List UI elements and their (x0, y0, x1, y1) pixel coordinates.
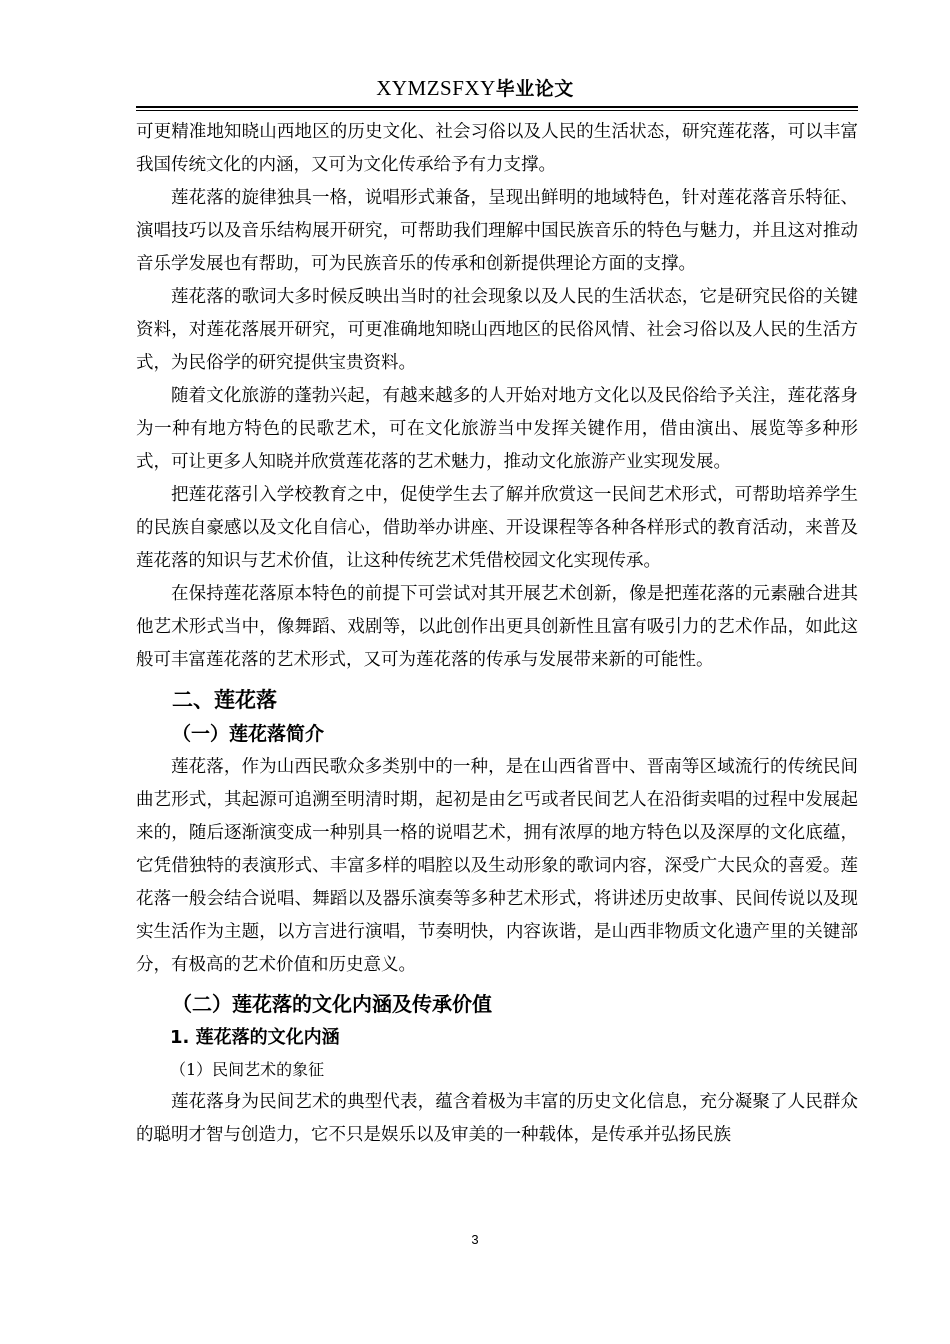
document-body (136, 116, 858, 1152)
document-header (0, 74, 950, 101)
item-heading: 1. 莲花落的文化内涵 (170, 1027, 340, 1048)
subsection-heading: （一）莲花落简介 (172, 723, 325, 745)
paragraph: 莲花落身为民间艺术的典型代表，蕴含着极为丰富的历史文化信息，充分凝聚了人民群众的聪明才智与创造力，它不只是娱乐以及审美的一种载体，是传承并弘扬民族 (136, 1092, 858, 1145)
paragraph: 莲花落，作为山西民歌众多类别中的一种，是在山西省晋中、晋南等区域流行的传统民间曲艺形式，其起源可追溯至明清时期，起初是由乞丐或者民间艺人在沿街卖唱的过程中发展起来的，随后逐渐演变成一种别具一格的说唱艺术，拥有浓厚的地方特色以及深厚的文化底蕴，它凭借独特的表演形式、丰富多样的唱腔以及生动形象的歌词内容，深受广大民众的喜爱。莲花落一般会结合说唱、舞蹈以及器乐演奏等多种艺术形式，将讲述历史故事、民间传说以及现实生活作为主题，以方言进行演唱，节奏明快，内容诙谐，是山西非物质文化遗产里的关键部分，有极高的艺术价值和历史意义。 (136, 757, 858, 975)
paragraph: 莲花落的旋律独具一格，说唱形式兼备，呈现出鲜明的地域特色，针对莲花落音乐特征、演唱技巧以及音乐结构展开研究，可帮助我们理解中国民族音乐的特色与魅力，并且这对推动音乐学发展也有帮助，可为民族音乐的传承和创新提供理论方面的支撑。 (136, 188, 858, 274)
header-rule-thin (136, 110, 858, 111)
subitem-heading: （1）民间艺术的象征 (170, 1060, 325, 1079)
page-number: 3 (471, 1232, 479, 1247)
paragraph: 莲花落的歌词大多时候反映出当时的社会现象以及人民的生活状态，它是研究民俗的关键资料，对莲花落展开研究，可更准确地知晓山西地区的民俗风情、社会习俗以及人民的生活方式，为民俗学的研究提供宝贵资料。 (136, 287, 858, 373)
header-code: XYMZSFXY (376, 76, 496, 100)
paragraph: 随着文化旅游的蓬勃兴起，有越来越多的人开始对地方文化以及民俗给予关注，莲花落身为一种有地方特色的民歌艺术，可在文化旅游当中发挥关键作用，借由演出、展览等多种形式，可让更多人知晓并欣赏莲花落的艺术魅力，推动文化旅游产业实现发展。 (136, 386, 858, 472)
paragraph: 在保持莲花落原本特色的前提下可尝试对其开展艺术创新，像是把莲花落的元素融合进其他艺术形式当中，像舞蹈、戏剧等，以此创作出更具创新性且富有吸引力的艺术作品，如此这般可丰富莲花落的艺术形式，又可为莲花落的传承与发展带来新的可能性。 (136, 584, 858, 670)
header-rule-thick (136, 106, 858, 108)
section-heading: 二、莲花落 (172, 688, 277, 712)
paragraph-continued: 可更精准地知晓山西地区的历史文化、社会习俗以及人民的生活状态，研究莲花落，可以丰富我国传统文化的内涵，又可为文化传承给予有力支撑。 (136, 122, 858, 175)
header-label: 毕业论文 (495, 78, 574, 100)
paragraph: 把莲花落引入学校教育之中，促使学生去了解并欣赏这一民间艺术形式，可帮助培养学生的民族自豪感以及文化自信心，借助举办讲座、开设课程等各种各样形式的教育活动，来普及莲花落的知识与艺术价值，让这种传统艺术凭借校园文化实现传承。 (136, 485, 858, 571)
subsection-heading: （二）莲花落的文化内涵及传承价值 (172, 992, 492, 1016)
